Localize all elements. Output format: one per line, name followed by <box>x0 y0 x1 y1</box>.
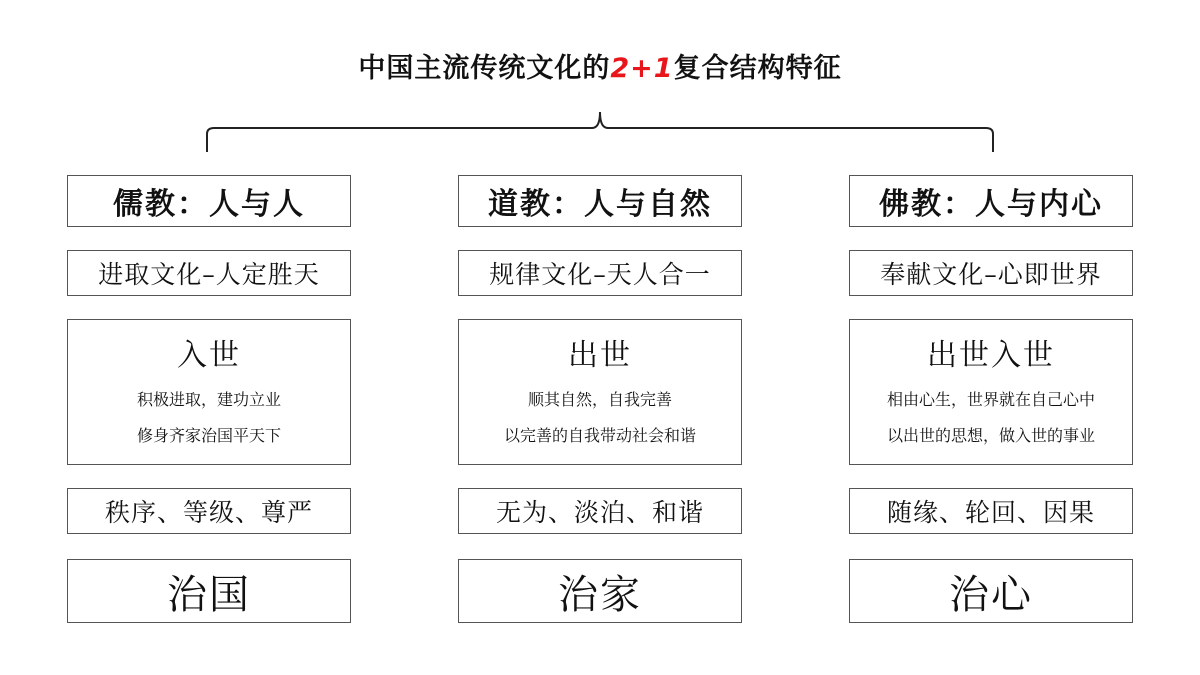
column-2-header: 道教：人与自然 <box>458 175 742 227</box>
column-1-keywords: 秩序、等级、尊严 <box>67 488 351 534</box>
column-2-stance: 出世 <box>568 338 632 373</box>
column-1-stance-box <box>67 319 351 465</box>
column-3-desc-line-2: 以出世的思想，做入世的事业 <box>886 426 1095 445</box>
column-2-desc-line-1: 顺其自然，自我完善 <box>527 390 672 409</box>
title-highlight: 2+1 <box>610 53 674 84</box>
column-3-function: 治心 <box>849 559 1133 623</box>
column-2-keywords: 无为、淡泊、和谐 <box>458 488 742 534</box>
column-3-culture: 奉献文化–心即世界 <box>849 250 1133 296</box>
title-prefix: 中国主流传统文化的 <box>358 53 611 84</box>
column-3-stance: 出世入世 <box>927 338 1055 373</box>
column-1-stance: 入世 <box>177 338 241 373</box>
column-1-header: 儒教：人与人 <box>67 175 351 227</box>
column-3-stance-box <box>849 319 1133 465</box>
column-2-desc-line-2: 以完善的自我带动社会和谐 <box>503 426 696 445</box>
column-3-header: 佛教：人与内心 <box>849 175 1133 227</box>
column-1-function: 治国 <box>67 559 351 623</box>
title-suffix: 复合结构特征 <box>673 53 842 84</box>
column-1-culture: 进取文化–人定胜天 <box>67 250 351 296</box>
column-3-desc-line-1: 相由心生，世界就在自己心中 <box>886 390 1095 409</box>
column-2-stance-box <box>458 319 742 465</box>
column-1-desc-line-2: 修身齐家治国平天下 <box>136 426 281 445</box>
column-3-keywords: 随缘、轮回、因果 <box>849 488 1133 534</box>
column-1-desc-line-1: 积极进取，建功立业 <box>136 390 281 409</box>
column-2-function: 治家 <box>458 559 742 623</box>
column-2-culture: 规律文化–天人合一 <box>458 250 742 296</box>
